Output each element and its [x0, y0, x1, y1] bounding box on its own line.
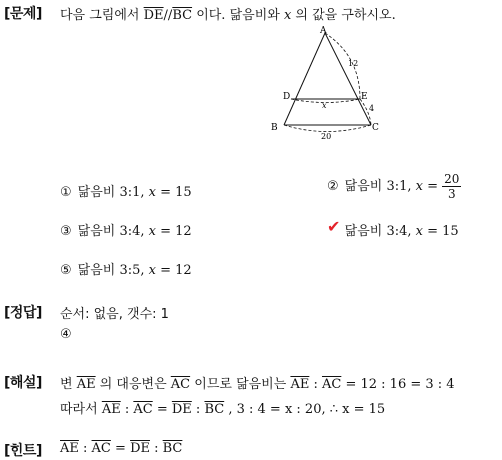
option-2[interactable]: ② 닮음비 3:1, x = $\frac{20}{3}$ — [327, 172, 460, 201]
explanation-line-1: 변 $\overline{AE}$ 의 대응변은 $\overline{AC}$ 이므로 닮음비는 $\overline{AE}$ : $\overline{AC} = 12$ : 16 = 3 : 4 — [60, 377, 455, 392]
triangle-figure — [262, 24, 390, 142]
answer-line-2: ④ — [60, 327, 72, 342]
checkmark-icon: ✔ — [327, 217, 341, 236]
label-a: A — [320, 26, 327, 36]
label-x: x — [322, 101, 327, 110]
label-c: C — [372, 123, 379, 133]
label-12: 12 — [348, 59, 359, 68]
label-e: E — [361, 92, 368, 102]
arc-bc — [284, 125, 371, 132]
answer-label: [정답] — [4, 305, 42, 321]
explanation-label: [해설] — [4, 375, 42, 391]
side-ac — [325, 33, 371, 125]
label-b: B — [271, 123, 278, 133]
option-1[interactable]: ① 닮음비 3:1, x = 15 — [60, 185, 192, 200]
label-20: 20 — [321, 132, 332, 141]
option-4[interactable]: ✔ 닮음비 3:4, x = 15 — [327, 217, 459, 239]
hint-label: [힌트] — [4, 443, 42, 459]
explanation-line-2: 따라서 $\overline{AE}$ : $\overline{AC} = \overline{DE}$ : $\overline{BC}$ , 3 : 4 = x : 20, ∴ x = 15 — [60, 402, 386, 417]
option-3[interactable]: ③ 닮음비 3:4, x = 12 — [60, 224, 192, 239]
label-d: D — [283, 92, 291, 102]
label-4: 4 — [369, 104, 375, 113]
hint-text: $\overline{AE}$ : $\overline{AC} = \overline{DE}$ : $\overline{BC}$ — [60, 441, 183, 456]
answer-line-1: 순서: 없음, 갯수: 1 — [60, 307, 169, 322]
problem-label: [문제] — [4, 6, 42, 22]
problem-text: 다음 그림에서 $\overline{DE}//\overline{BC}$ 이다. 닮음비와 x 의 값을 구하시오. — [60, 8, 396, 23]
option-5[interactable]: ⑤ 닮음비 3:5, x = 12 — [60, 263, 192, 278]
fraction: $\frac{20}{3}$ — [444, 172, 460, 201]
side-ab — [284, 33, 325, 125]
